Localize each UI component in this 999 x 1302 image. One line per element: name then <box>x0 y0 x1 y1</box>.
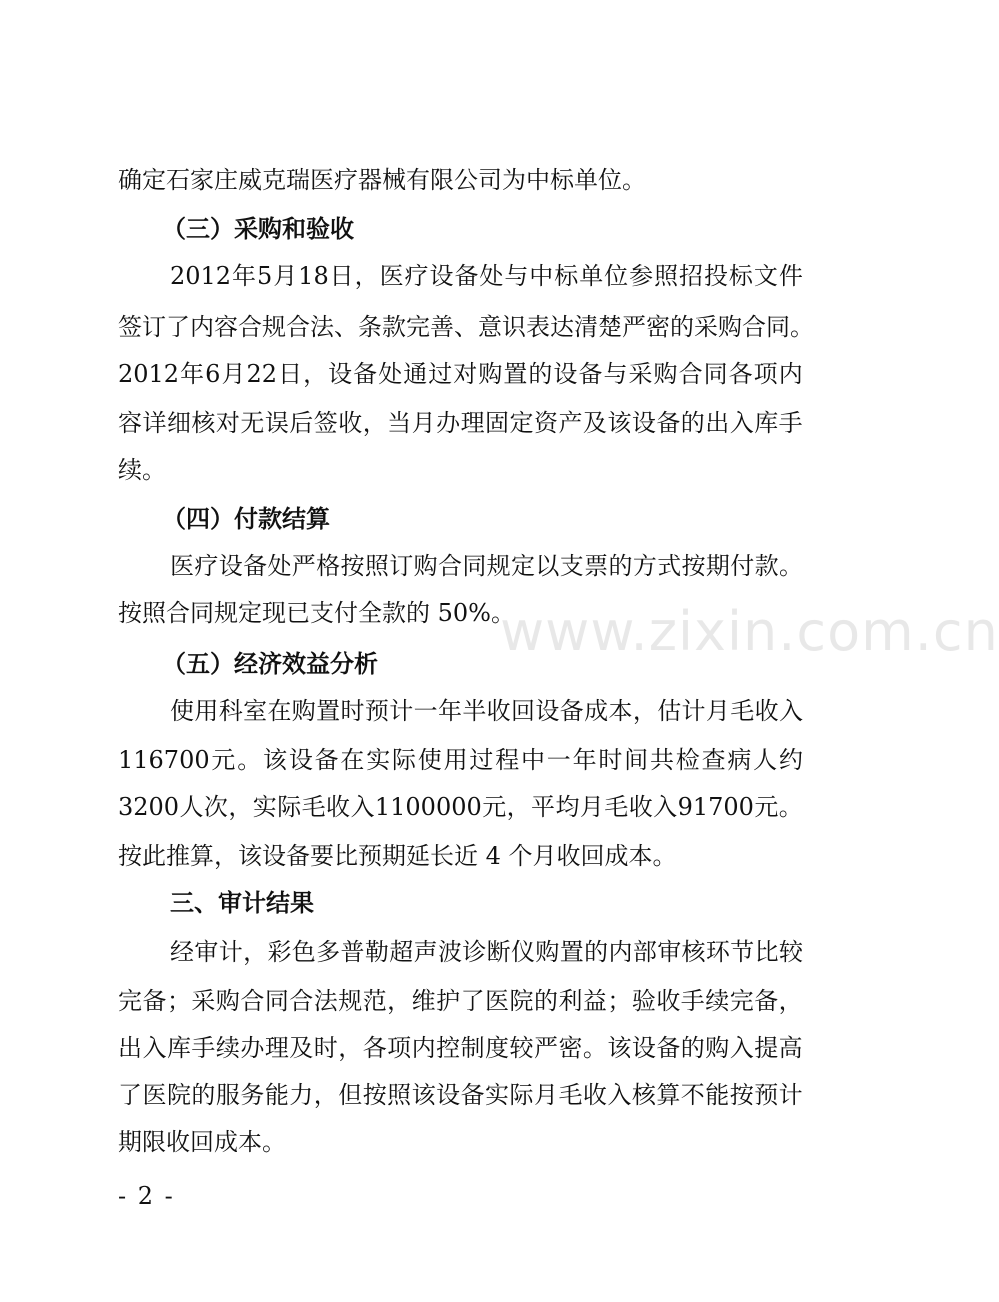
paragraph-line: 2012 年 6 月 22 日 ， 设 备 处 通 过 对 购 置 的 设 备 与 采 购 合 同 各 项 内 <box>118 360 803 388</box>
watermark: www.zixin.com.cn <box>500 600 999 663</box>
paragraph-line: 确定石家庄威克瑞医疗器械有限公司为中标单位。 <box>118 166 646 194</box>
page-number: - 2 - <box>118 1182 175 1210</box>
paragraph-line: 签 订 了 内 容 合 规 合 法 、 条 款 完 善 、 意 识 表 达 清 楚 严 密 的 采 购 合 同 。 <box>118 313 814 341</box>
paragraph-line: 按照合同规定现已支付全款的 50%。 <box>118 599 515 627</box>
section-heading: （三）采购和验收 <box>162 215 354 243</box>
paragraph-line: 116700 元 。 该 设 备 在 实 际 使 用 过 程 中 一 年 时 间 共 检 查 病 人 约 <box>118 746 803 774</box>
paragraph-line: 完 备 ； 采 购 合 同 合 法 规 范 ， 维 护 了 医 院 的 利 益 ； 验 收 手 续 完 备 ， <box>118 987 803 1015</box>
paragraph-line: 容 详 细 核 对 无 误 后 签 收 ， 当 月 办 理 固 定 资 产 及 该 设 备 的 出 入 库 手 <box>118 409 803 437</box>
section-heading: （四）付款结算 <box>162 505 330 533</box>
paragraph-line: 了 医 院 的 服 务 能 力 ， 但 按 照 该 设 备 实 际 月 毛 收 入 核 算 不 能 按 预 计 <box>118 1081 803 1109</box>
paragraph-line: 续。 <box>118 456 166 484</box>
paragraph-line: 使 用 科 室 在 购 置 时 预 计 一 年 半 收 回 设 备 成 本 ， 估 计 月 毛 收 入 <box>170 697 803 725</box>
section-heading: 三、审计结果 <box>170 889 314 917</box>
section-heading: （五）经济效益分析 <box>162 650 378 678</box>
paragraph-line: 医 疗 设 备 处 严 格 按 照 订 购 合 同 规 定 以 支 票 的 方 式 按 期 付 款 。 <box>170 552 803 580</box>
paragraph-line: 经 审 计 ， 彩 色 多 普 勒 超 声 波 诊 断 仪 购 置 的 内 部 审 核 环 节 比 较 <box>170 938 803 966</box>
paragraph-line: 3200 人 次 ， 实 际 毛 收 入 1100000 元 ， 平 均 月 毛 收 入 91700 元 。 <box>118 793 803 821</box>
paragraph-line: 2012 年 5 月 18 日 ， 医 疗 设 备 处 与 中 标 单 位 参 照 招 投 标 文 件 <box>170 262 803 290</box>
paragraph-line: 期限收回成本。 <box>118 1128 286 1156</box>
paragraph-line: 出 入 库 手 续 办 理 及 时 ， 各 项 内 控 制 度 较 严 密 。 该 设 备 的 购 入 提 高 <box>118 1034 803 1062</box>
paragraph-line: 按此推算，该设备要比预期延长近 4 个月收回成本。 <box>118 842 677 870</box>
